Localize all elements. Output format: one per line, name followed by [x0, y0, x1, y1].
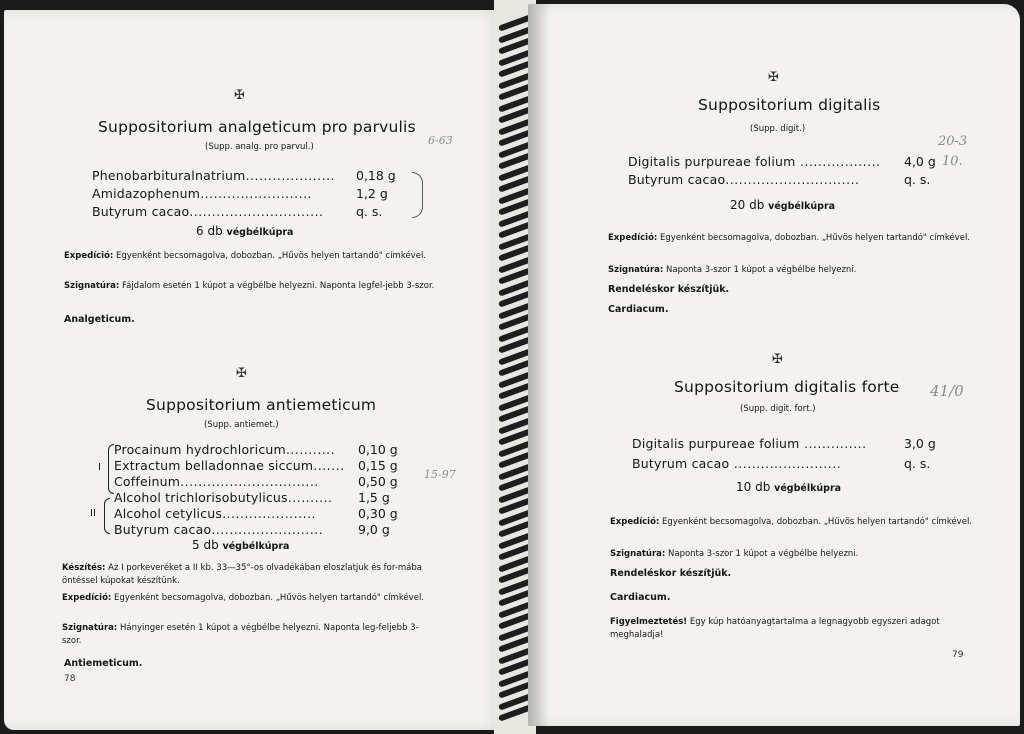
ingredient-row: Butyrum cacao ........................ — [632, 456, 842, 471]
ingredient-amount: q. s. — [904, 172, 931, 187]
section-title: Suppositorium antiemeticum — [146, 396, 377, 414]
section-abbreviation: (Supp. analg. pro parvul.) — [205, 142, 314, 152]
expedition-note: Expedíció: Egyenként becsomagolva, dobozban. „Hűvös helyen tartandó" címkével. — [62, 593, 425, 603]
ingredient-row: Butyrum cacao......................... — [114, 522, 324, 537]
ingredient-amount: 0,50 g — [358, 474, 398, 489]
category-label: Analgeticum. — [64, 314, 135, 325]
ingredient-row: Phenobarbituralnatrium.................... — [92, 168, 336, 183]
ingredient-amount: 4,0 g — [904, 154, 936, 169]
cross-ornament-icon: ✠ — [234, 88, 245, 103]
section-title: Suppositorium digitalis — [698, 96, 881, 114]
ingredient-row: Digitalis purpureae folium .............. — [632, 436, 867, 451]
section-abbreviation: (Supp. antiemet.) — [204, 420, 279, 430]
category-label: Cardiacum. — [610, 592, 671, 603]
ingredient-row: Butyrum cacao.............................. — [92, 204, 324, 219]
group-marker: I — [98, 462, 101, 473]
ingredient-amount: 9,0 g — [358, 522, 390, 537]
ingredient-row: Coffeinum............................... — [114, 474, 319, 489]
ingredient-amount: 1,2 g — [356, 186, 388, 201]
expedition-note: Expedíció: Egyenként becsomagolva, dobozban. „Hűvös helyen tartandó" címkével. — [610, 517, 973, 527]
page-number: 79 — [952, 650, 964, 660]
handwritten-note: 15-97 — [424, 468, 456, 481]
preparation-note: Készítés: Az I porkeveréket a II kb. 33—35°-os olvadékában eloszlatjuk és for-mába öntéssel kúpokat készítünk. — [62, 563, 422, 586]
page-number: 78 — [64, 674, 76, 684]
ingredient-amount: q. s. — [356, 204, 383, 219]
section-abbreviation: (Supp. digit.) — [750, 124, 806, 134]
expedition-note: Expedíció: Egyenként becsomagolva, dobozban. „Hűvös helyen tartandó" címkével. — [608, 233, 971, 243]
group-marker: II — [90, 508, 96, 519]
ingredient-amount: 0,30 g — [358, 506, 398, 521]
ingredient-amount: 3,0 g — [904, 436, 936, 451]
cross-ornament-icon: ✠ — [236, 366, 247, 381]
signature-note: Szignatúra: Fájdalom esetén 1 kúpot a végbélbe helyezni. Naponta legfel-jebb 3-szor. — [64, 281, 435, 291]
handwritten-note: 6-63 — [428, 134, 453, 147]
left-page — [4, 10, 502, 730]
suppository-count: 5 db végbélkúpra — [192, 538, 290, 552]
ingredient-amount: 0,15 g — [358, 458, 398, 473]
category-label: Cardiacum. — [608, 304, 669, 315]
preparation-note: Rendeléskor készítjük. — [610, 568, 732, 579]
right-page — [528, 4, 1020, 726]
signature-note: Szignatúra: Hányinger esetén 1 kúpot a végbélbe helyezni. Naponta leg-feljebb 3-szor. — [62, 623, 419, 646]
ingredient-row: Alcohol cetylicus..................... — [114, 506, 317, 521]
ingredient-amount: 1,5 g — [358, 490, 390, 505]
group-bracket-ii — [104, 498, 110, 534]
suppository-count: 10 db végbélkúpra — [736, 480, 842, 494]
handwritten-note: 41/0 — [930, 382, 964, 400]
expedition-note: Expedíció: Egyenként becsomagolva, dobozban. „Hűvös helyen tartandó" címkével. — [64, 251, 427, 261]
bracket-mark — [412, 172, 423, 218]
section-title: Suppositorium digitalis forte — [674, 378, 900, 396]
ingredient-row: Digitalis purpureae folium .................. — [628, 154, 881, 169]
ingredient-amount: q. s. — [904, 456, 931, 471]
ingredient-row: Butyrum cacao.............................. — [628, 172, 860, 187]
signature-note: Szignatúra: Naponta 3-szor 1 kúpot a végbélbe helyezni. — [608, 265, 857, 275]
ingredient-amount: 0,18 g — [356, 168, 396, 183]
signature-note: Szignatúra: Naponta 3-szor 1 kúpot a végbélbe helyezni. — [610, 549, 859, 559]
suppository-count: 6 db végbélkúpra — [196, 224, 294, 238]
warning-note: Figyelmeztetés! Egy kúp hatóanyagtartalma a legnagyobb egyszeri adagot meghaladja! — [610, 617, 940, 640]
handwritten-note: 10. — [942, 154, 963, 169]
ingredient-amount: 0,10 g — [358, 442, 398, 457]
preparation-note: Rendeléskor készítjük. — [608, 284, 730, 295]
ingredient-row: Extractum belladonnae siccum....... — [114, 458, 345, 473]
category-label: Antiemeticum. — [64, 658, 143, 669]
cross-ornament-icon: ✠ — [768, 70, 779, 85]
section-title: Suppositorium analgeticum pro parvulis — [98, 118, 416, 136]
handwritten-note: 20-3 — [938, 134, 968, 149]
cross-ornament-icon: ✠ — [772, 352, 783, 367]
ingredient-row: Procainum hydrochloricum........... — [114, 442, 336, 457]
ingredient-row: Amidazophenum......................... — [92, 186, 313, 201]
binding-shadow — [528, 4, 550, 726]
suppository-count: 20 db végbélkúpra — [730, 198, 836, 212]
section-abbreviation: (Supp. digit. fort.) — [740, 404, 816, 414]
ingredient-row: Alcohol trichlorisobutylicus.......... — [114, 490, 333, 505]
